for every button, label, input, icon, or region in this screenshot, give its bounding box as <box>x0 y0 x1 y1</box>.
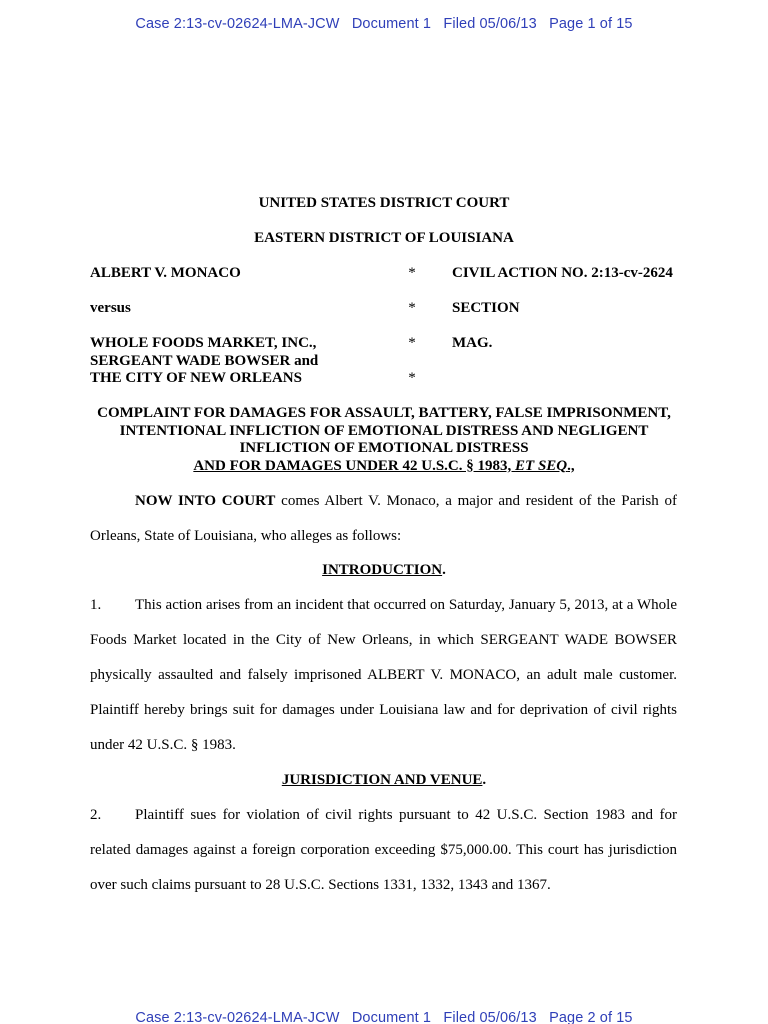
paragraph-2 <box>90 798 677 903</box>
footer-filing-stamp: Case 2:13-cv-02624-LMA-JCW Document 1 Filed 05/06/13 Page 2 of 15 <box>135 1010 633 1024</box>
mag-label: MAG. <box>452 335 493 351</box>
paragraph-1 <box>90 588 677 763</box>
paragraph-number: 2. <box>90 807 102 823</box>
defendant-line: WHOLE FOODS MARKET, INC., <box>90 335 317 351</box>
civil-action-number: CIVIL ACTION NO. 2:13-cv-2624 <box>452 265 673 281</box>
caption-star: * <box>408 300 416 316</box>
caption-star: * <box>408 335 416 351</box>
defendants-block <box>90 335 390 388</box>
header-filing-stamp: Case 2:13-cv-02624-LMA-JCW Document 1 Filed 05/06/13 Page 1 of 15 <box>135 16 633 32</box>
title-line: COMPLAINT FOR DAMAGES FOR ASSAULT, BATTERY, FALSE IMPRISONMENT, <box>97 405 671 421</box>
caption-star: * <box>408 370 416 386</box>
intro-paragraph <box>90 484 677 554</box>
section-label: SECTION <box>452 300 520 316</box>
versus-label: versus <box>90 300 131 316</box>
intro-rest: comes Albert V. Monaco, a major and resident of the Parish of Orleans, State of Louisiana, who alleges as follows: <box>90 493 677 544</box>
caption-star: * <box>408 265 416 281</box>
title-line: INTENTIONAL INFLICTION OF EMOTIONAL DISTRESS AND NEGLIGENT <box>119 422 649 439</box>
paragraph-number: 1. <box>90 597 102 613</box>
title-suffix: ., <box>567 457 575 474</box>
title-line: INFLICTION OF EMOTIONAL DISTRESS <box>239 440 529 456</box>
court-district: EASTERN DISTRICT OF LOUISIANA <box>254 230 514 246</box>
title-line-last <box>80 458 688 476</box>
plaintiff-name: ALBERT V. MONACO <box>90 265 241 281</box>
defendant-line: SERGEANT WADE BOWSER and <box>90 352 319 369</box>
complaint-title <box>80 405 688 475</box>
defendant-line: THE CITY OF NEW ORLEANS <box>90 370 302 386</box>
section-heading-introduction: INTRODUCTION. <box>322 562 446 578</box>
title-et-seq: ET SEQ <box>515 457 568 474</box>
court-name: UNITED STATES DISTRICT COURT <box>258 195 510 211</box>
section-heading-jurisdiction: JURISDICTION AND VENUE. <box>281 772 487 788</box>
intro-lead: NOW INTO COURT <box>135 493 276 509</box>
paragraph-text: This action arises from an incident that occurred on Saturday, January 5, 2013, at a Whole Foods Market located in the City of New Orleans, in which SERGEANT WADE BOWSER physically assaulted and falsely imprisoned ALBERT V. MONACO, an adult male customer. Plaintiff hereby brings suit for damages under Louisiana law and for deprivation of civil rights under 42 U.S.C. § 1983. <box>90 597 677 753</box>
paragraph-text: Plaintiff sues for violation of civil rights pursuant to 42 U.S.C. Section 1983 and for related damages against a foreign corporation exceeding $75,000.00. This court has jurisdiction over such claims pursuant to 28 U.S.C. Sections 1331, 1332, 1343 and 1367. <box>90 807 677 893</box>
title-prefix: AND FOR DAMAGES UNDER 42 U.S.C. § 1983, <box>193 457 516 474</box>
